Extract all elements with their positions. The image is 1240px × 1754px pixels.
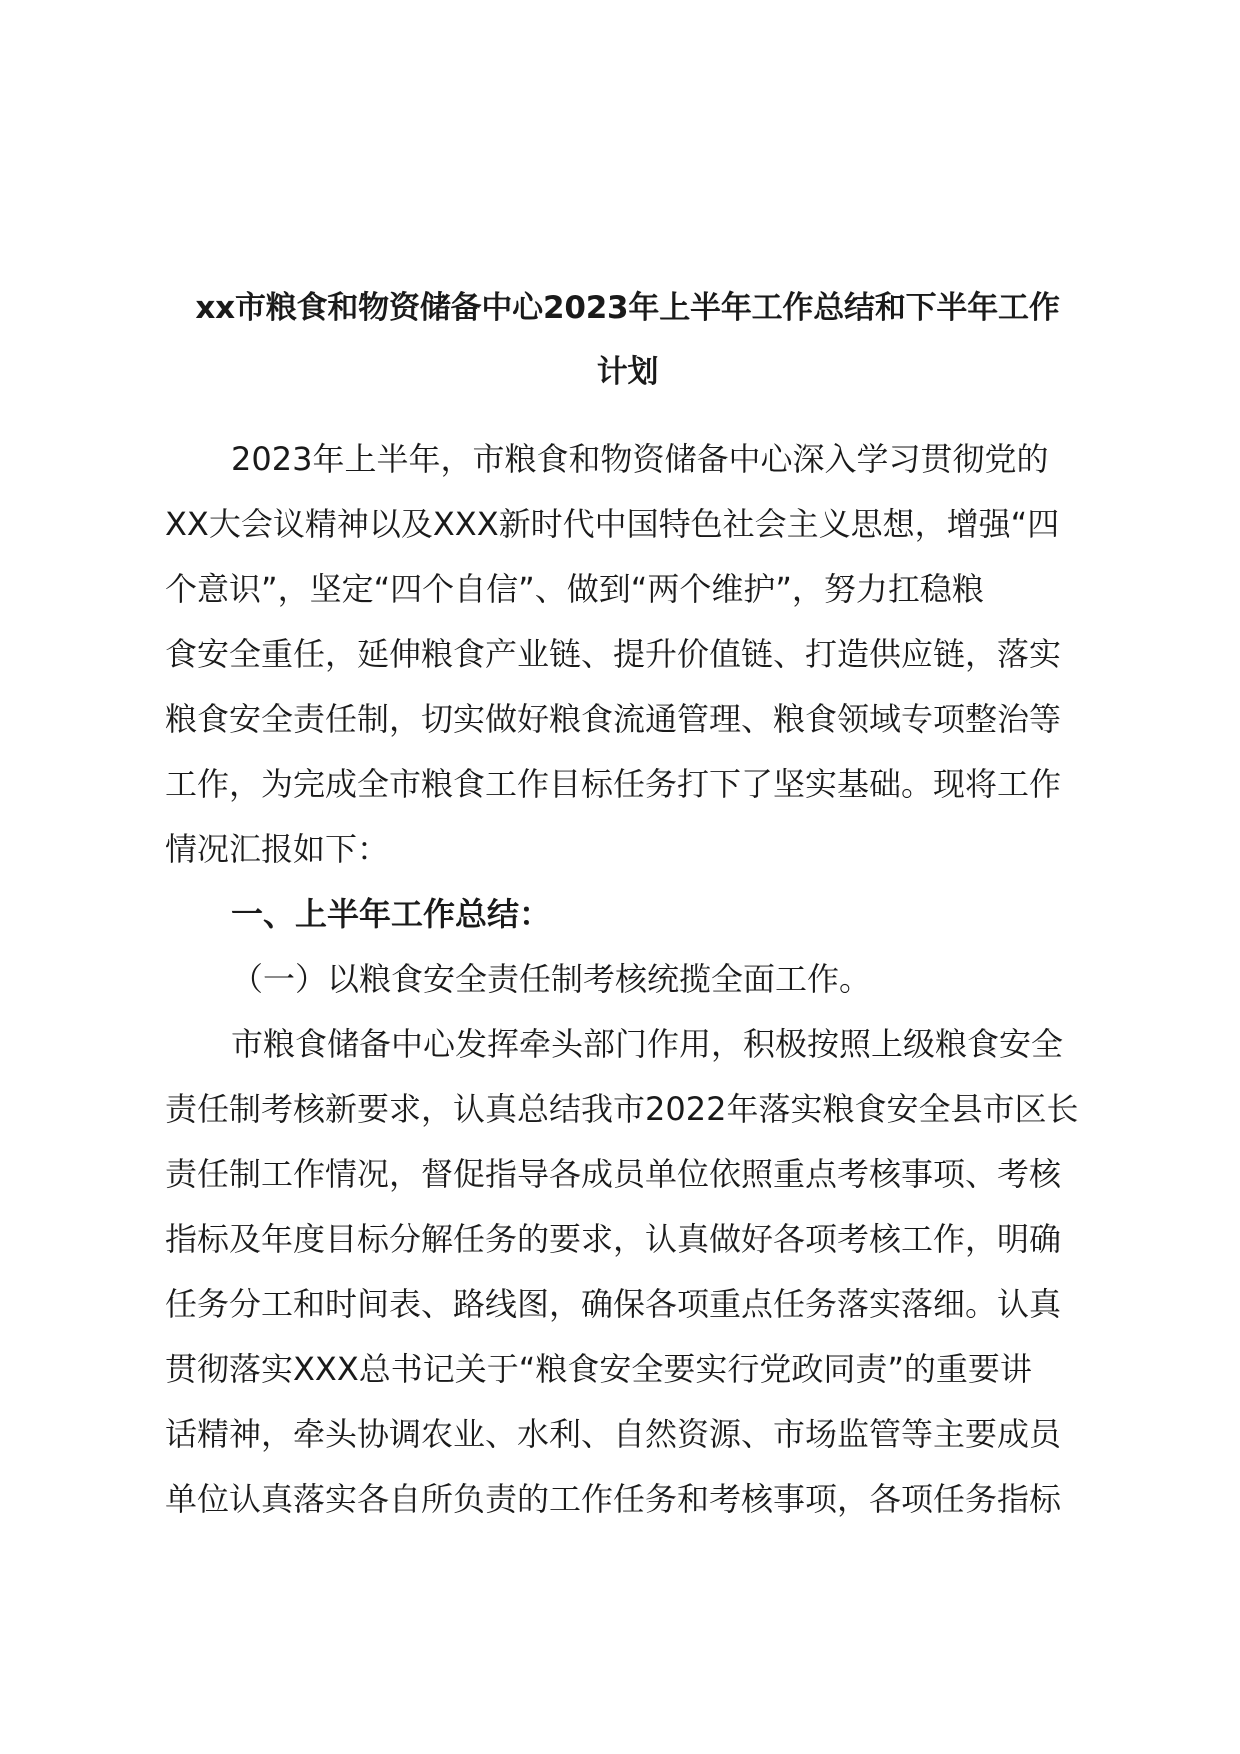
subsection-heading: （一）以粮食安全责任制考核统揽全面工作。 [231, 960, 872, 998]
paragraph-line: 责任制工作情况，督促指导各成员单位依照重点考核事项、考核 [165, 1155, 1062, 1193]
paragraph-line: 2023年上半年，市粮食和物资储备中心深入学习贯彻党的 [231, 440, 1049, 478]
paragraph-line: 责任制考核新要求，认真总结我市2022年落实粮食安全县市区长 [165, 1090, 1079, 1128]
paragraph-line: 市粮食储备中心发挥牵头部门作用，积极按照上级粮食安全 [231, 1025, 1064, 1063]
paragraph-line: 话精神，牵头协调农业、水利、自然资源、市场监管等主要成员 [165, 1415, 1062, 1453]
paragraph-line: XX大会议精神以及XXX新时代中国特色社会主义思想，增强“四 [165, 505, 1060, 543]
document-body [165, 427, 1125, 1532]
paragraph-line: 食安全重任，延伸粮食产业链、提升价值链、打造供应链，落实 [165, 635, 1062, 673]
document-title [150, 276, 1105, 404]
paragraph-line: 粮食安全责任制，切实做好粮食流通管理、粮食领域专项整治等 [165, 700, 1062, 738]
title-line: 计划 [596, 354, 659, 390]
paragraph-line: 个意识”，坚定“四个自信”、做到“两个维护”，努力扛稳粮 [165, 570, 984, 608]
paragraph-line: 任务分工和时间表、路线图，确保各项重点任务落实落细。认真 [165, 1285, 1062, 1323]
section-heading: 一、上半年工作总结： [231, 895, 552, 933]
paragraph-line: 情况汇报如下： [165, 830, 390, 868]
paragraph-line: 贯彻落实XXX总书记关于“粮食安全要实行党政同责”的重要讲 [165, 1350, 1032, 1388]
title-line: xx市粮食和物资储备中心2023年上半年工作总结和下半年工作 [195, 290, 1060, 326]
paragraph-line: 指标及年度目标分解任务的要求，认真做好各项考核工作，明确 [165, 1220, 1062, 1258]
paragraph-line: 单位认真落实各自所负责的工作任务和考核事项，各项任务指标 [165, 1480, 1062, 1518]
paragraph-line: 工作，为完成全市粮食工作目标任务打下了坚实基础。现将工作 [165, 765, 1062, 803]
